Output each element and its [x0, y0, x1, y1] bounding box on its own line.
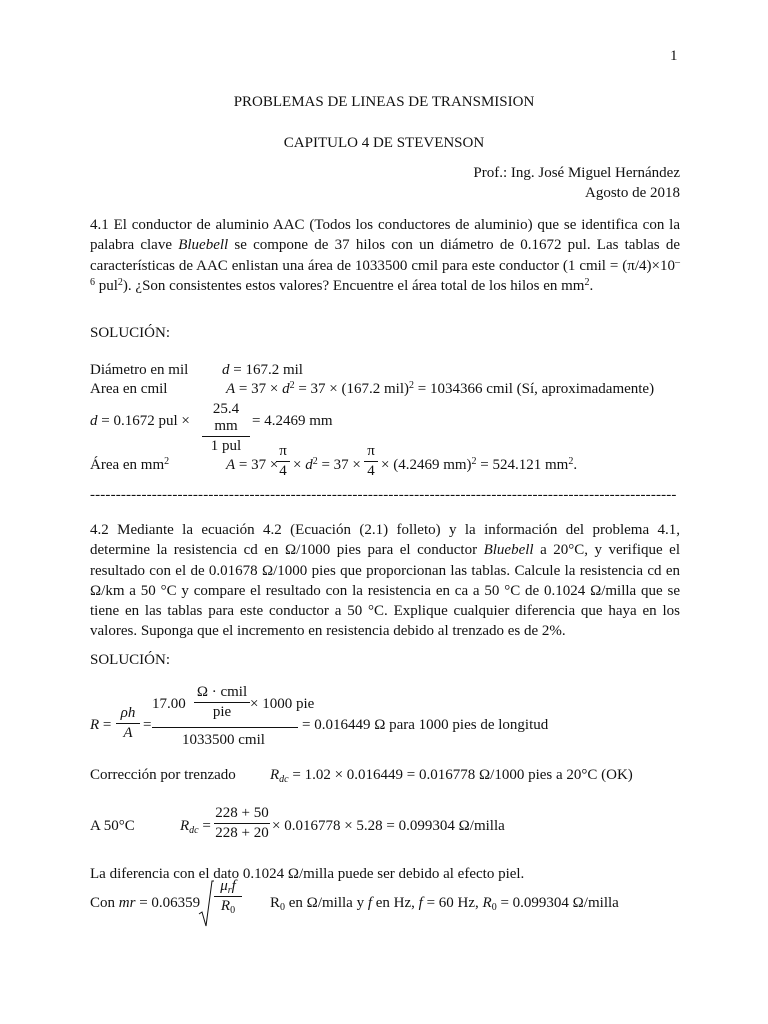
conversion-result: = 4.2469 mm [252, 413, 333, 429]
solution-heading-1: SOLUCIÓN: [90, 325, 171, 341]
stranding-equation: $R_{dc} = 1.02 \times 0.016449 = 0.016778$ Ω/1000 pies a 20°C (OK) [270, 767, 633, 785]
document-title: PROBLEMAS DE LINEAS DE TRANSMISION [233, 94, 535, 110]
diameter-equation: d = 167.2 mil [222, 362, 303, 378]
area-equation: $A = 37 \times d^2 = 37 \times (167.2$ mil)$^2$ = 1034366 cmil (Sí, aproximadamente) [226, 380, 655, 397]
resistance-symbol: R = [90, 717, 112, 733]
big-fraction-length: × 1000 pie [250, 696, 315, 712]
area-mm2-eq-mid: × $d^2 = 37$ × [293, 456, 361, 473]
square-root-sign [198, 880, 214, 928]
area-mm2-label: Área en $mm^2$ [90, 456, 170, 473]
mr-variables-note: $R_0$ en Ω/milla y f en Hz, f = 60 Hz, $R_0 = 0.099304$ Ω/milla [270, 895, 619, 913]
mr-equation: Con mr = 0.06359 [90, 895, 201, 911]
diameter-label: Diámetro en mil [90, 362, 189, 378]
stranding-label: Corrección por trenzado [90, 767, 236, 783]
page-number: 1 [670, 48, 678, 64]
conversion-fraction: 25.4 mm 1 pul [202, 401, 250, 455]
temp-50c-label: A 50°C [90, 818, 135, 834]
big-fraction-bar [152, 727, 298, 728]
pi-over-4-fraction-2: π 4 [364, 443, 378, 480]
mu-f-over-r0-fraction: $\mu_rf$ $R_0$ [214, 878, 242, 915]
chapter-heading: CAPITULO 4 DE STEVENSON [283, 135, 485, 151]
temp-50c-result: × 0.016778 × 5.28 = 0.099304 Ω/milla [272, 818, 505, 834]
date-line: Agosto de 2018 [585, 185, 680, 201]
ohm-cmil-per-pie-fraction: Ω · cmil pie [194, 684, 250, 721]
problem-4-1-statement: 4.1 El conductor de aluminio AAC (Todos los conductores de aluminio) que se identifica con la palabra clave Bluebell se compone de 37 hilos con un diámetro de 0.1672 pul. Las tablas de características de AAC enlistan una área de 1033500 cmil para este conductor (1 cmil = $(\pi/4)\times 10^{-6}$ pul$^2$). ¿Son consistentes estos valores? Encuentre el área total de los hilos en $mm^2$. [90, 217, 680, 294]
big-fraction-denominator: 1033500 cmil [182, 732, 265, 748]
big-fraction-coefficient: 17.00 [152, 696, 186, 712]
temp-50c-rdc: $R_{dc}$ = [180, 818, 211, 836]
equals-sign: = [143, 717, 152, 733]
section-divider: ------------------------------------------------------------------------------------------------------------------ [90, 487, 677, 503]
rho-h-over-a-fraction: ρh A [116, 705, 140, 742]
problem-4-2-statement: 4.2 Mediante la ecuación 4.2 (Ecuación (2.1) folleto) y la información del problema 4.1, determine la resistencia cd en Ω/1000 pies para el conductor Bluebell a 20°C, y verifique el resultado con el de 0.01678 Ω/1000 pies que proporcionan las tablas. Calcule la resistencia cd en Ω/km a 50 °C y compare el resultado con la resistencia en ca a 50 °C de 0.1024 Ω/milla que se tiene en las tablas para este conductor a 50 °C. Explique cualquier diferencia que haya en los valores. Suponga que el incremento en resistencia debido al trenzado es de 2%. [90, 522, 680, 640]
temperature-ratio-fraction: 228 + 50 228 + 20 [215, 805, 269, 841]
pi-over-4-fraction-1: π 4 [276, 443, 290, 480]
area-mm2-eq-end: × (4.2469 mm)$^2$ = 524.121 $mm^2$. [381, 456, 578, 473]
conversion-left: d = 0.1672 pul × [90, 413, 190, 429]
area-mm2-eq-start: A = 37 × [226, 457, 279, 473]
area-label: Area en cmil [90, 381, 168, 397]
resistance-result: = 0.016449 Ω para 1000 pies de longitud [302, 717, 549, 733]
solution-heading-2: SOLUCIÓN: [90, 652, 171, 668]
skin-effect-note: La diferencia con el dato 0.1024 Ω/milla puede ser debido al efecto piel. [90, 866, 525, 882]
author-line: Prof.: Ing. José Miguel Hernández [473, 165, 680, 181]
